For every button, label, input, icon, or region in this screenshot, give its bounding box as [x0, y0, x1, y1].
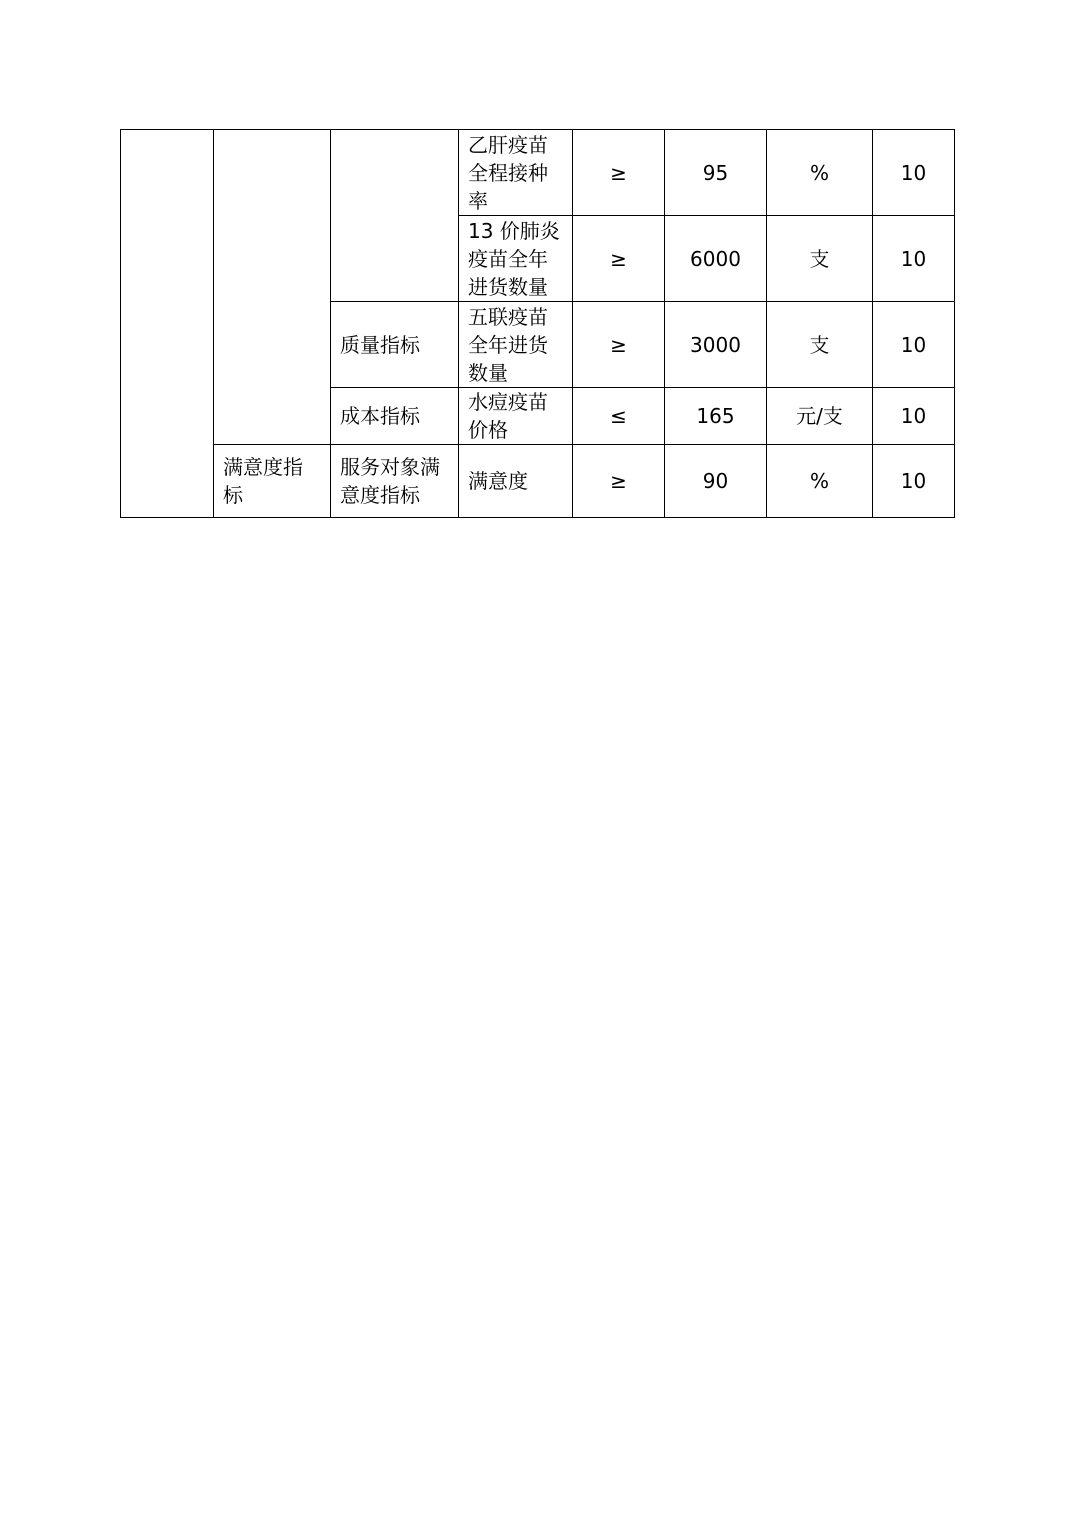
value-cell: 165 — [665, 388, 767, 445]
operator-cell: ≥ — [573, 302, 665, 388]
unit-cell: % — [767, 130, 873, 216]
indicator-cell: 乙肝疫苗全程接种率 — [459, 130, 573, 216]
value-cell: 95 — [665, 130, 767, 216]
value-cell: 90 — [665, 445, 767, 518]
indicator-cell: 五联疫苗全年进货数量 — [459, 302, 573, 388]
indicator-cell: 13 价肺炎疫苗全年进货数量 — [459, 216, 573, 302]
table-row — [121, 445, 955, 518]
level1-cell — [121, 130, 214, 518]
operator-cell: ≥ — [573, 130, 665, 216]
score-cell: 10 — [873, 302, 955, 388]
level3-cell: 服务对象满意度指标 — [331, 445, 459, 518]
table-row — [121, 130, 955, 216]
unit-cell: 支 — [767, 302, 873, 388]
indicator-cell: 满意度 — [459, 445, 573, 518]
score-cell: 10 — [873, 445, 955, 518]
level3-cell — [331, 130, 459, 302]
operator-cell: ≥ — [573, 216, 665, 302]
operator-cell: ≤ — [573, 388, 665, 445]
level3-cell: 成本指标 — [331, 388, 459, 445]
operator-cell: ≥ — [573, 445, 665, 518]
level2-cell: 满意度指标 — [214, 445, 331, 518]
indicator-cell: 水痘疫苗价格 — [459, 388, 573, 445]
level3-cell: 质量指标 — [331, 302, 459, 388]
performance-indicator-table — [120, 129, 955, 518]
value-cell: 3000 — [665, 302, 767, 388]
level2-cell — [214, 130, 331, 445]
unit-cell: % — [767, 445, 873, 518]
score-cell: 10 — [873, 216, 955, 302]
value-cell: 6000 — [665, 216, 767, 302]
unit-cell: 元/支 — [767, 388, 873, 445]
score-cell: 10 — [873, 130, 955, 216]
unit-cell: 支 — [767, 216, 873, 302]
score-cell: 10 — [873, 388, 955, 445]
